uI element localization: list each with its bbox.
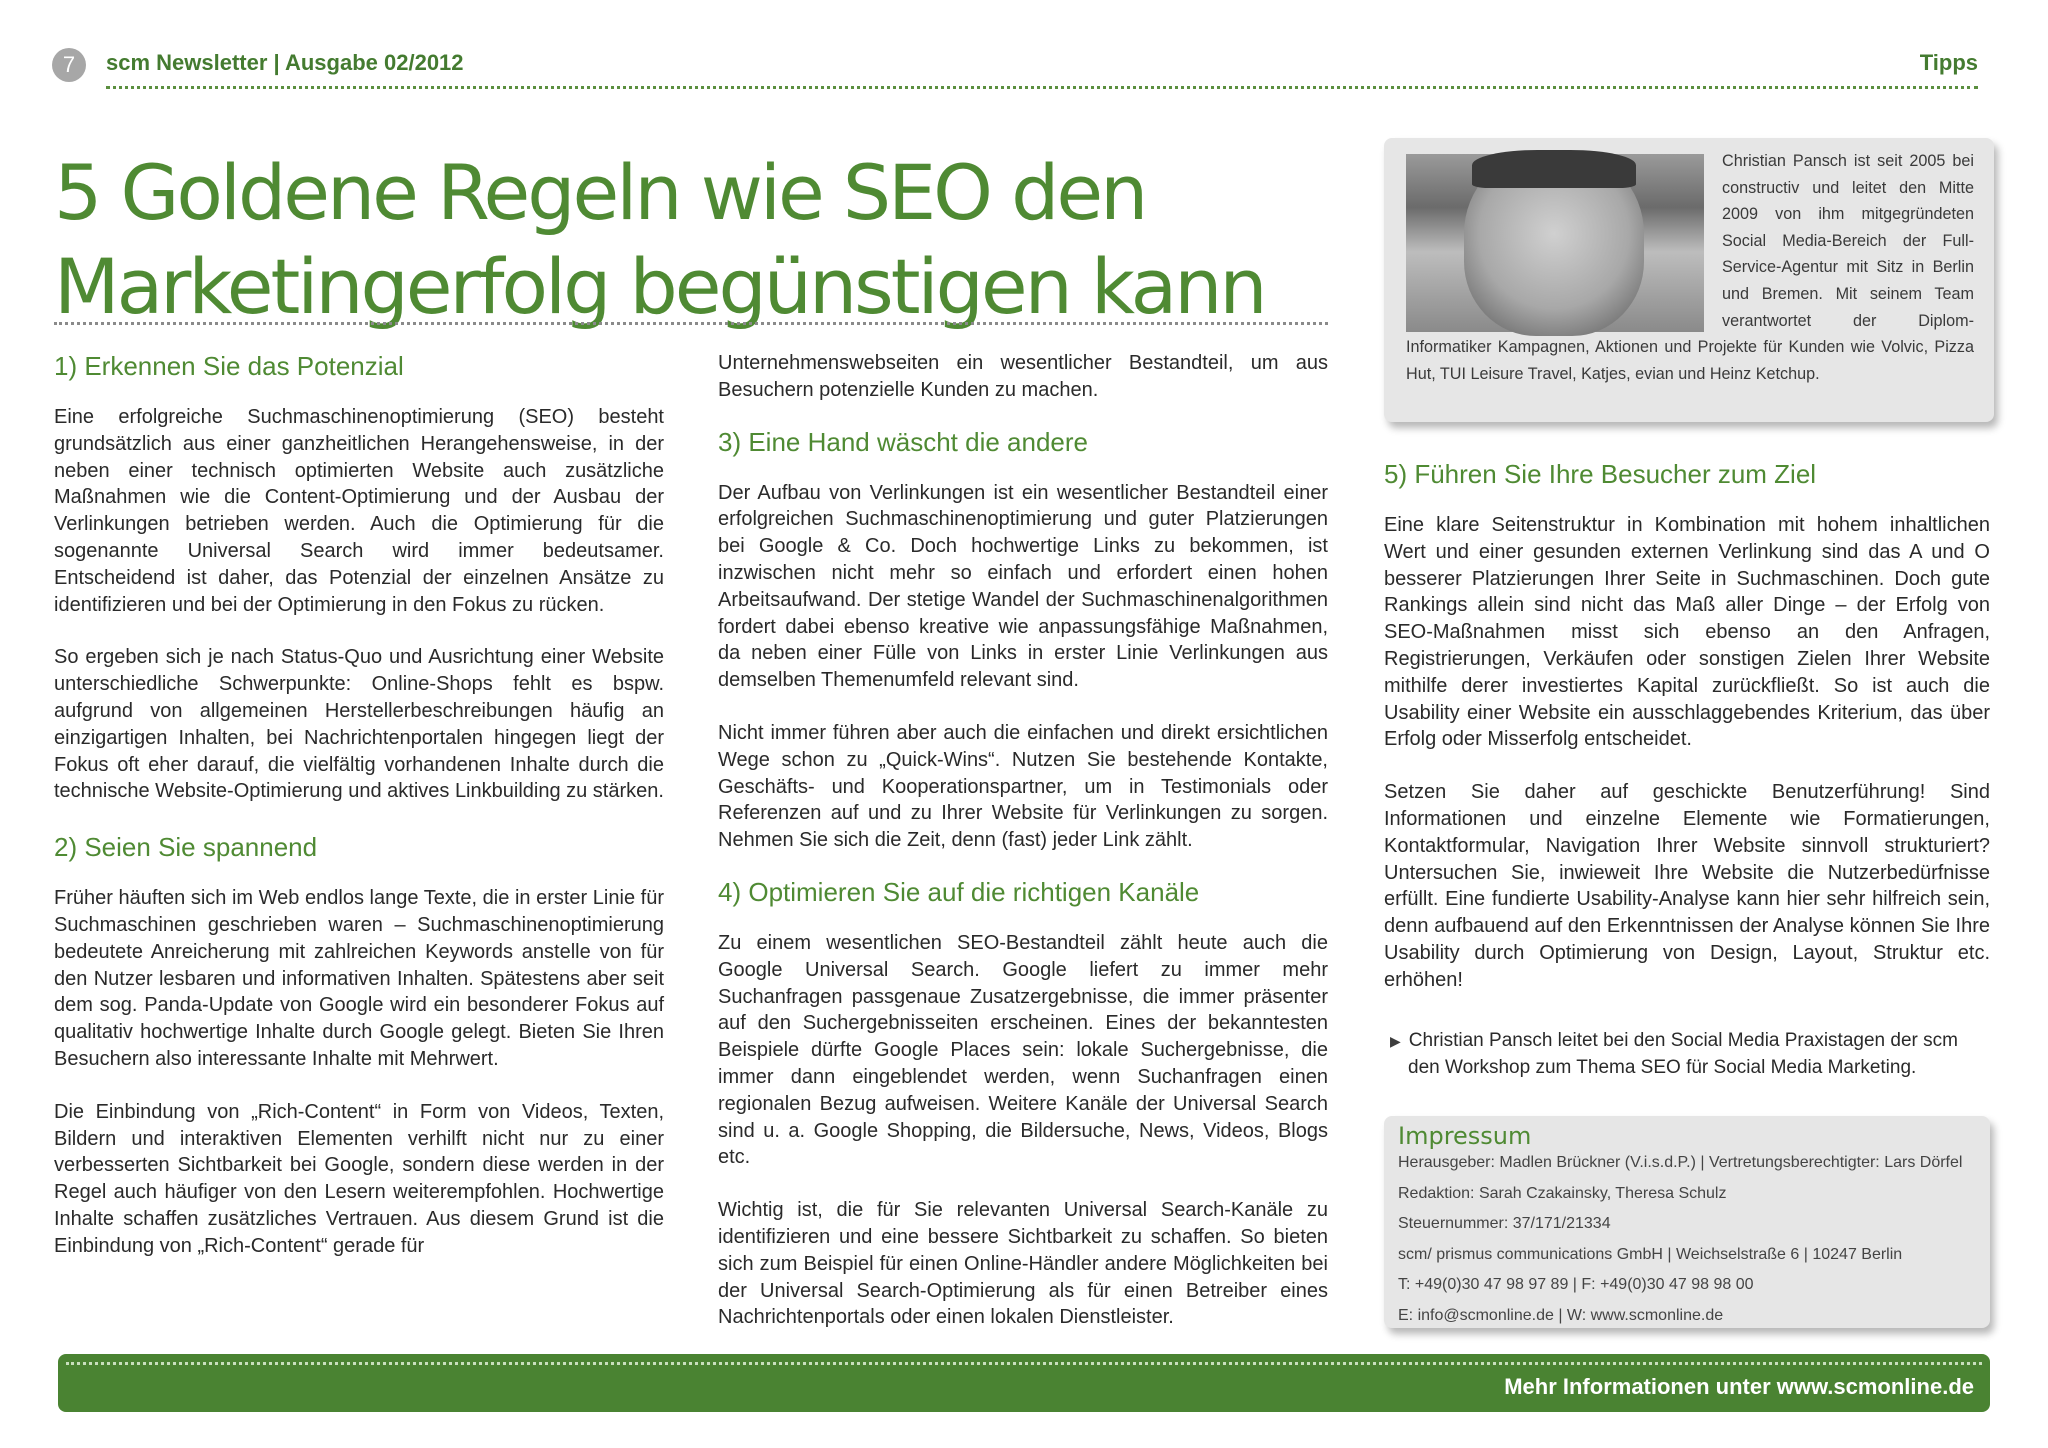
paragraph: Die Einbindung von „Rich-Content“ in Form von Videos, Texten, Bildern und interaktiven Elementen verhilft nicht nur zu einer verbesserten Sichtbarkeit bei Google, sondern diese werden in der Regel auch häufiger von den Lesern weiterempfohlen. Hochwertige Inhalte schaffen zusätzliches Vertrauen. Aus diesem Grund ist die Einbindung von „Rich-Content“ gerade für [54, 1100, 664, 1257]
column-1 [54, 350, 664, 1286]
author-photo [1406, 154, 1704, 332]
impressum-phone-fax: T: +49(0)30 47 98 97 89 | F: +49(0)30 47 98 98 00 [1398, 1276, 1754, 1294]
section-heading-5: 5) Führen Sie Ihre Besucher zum Ziel [1384, 459, 1817, 489]
footer-bar [58, 1354, 1990, 1412]
author-bio-text: Christian Pansch ist seit 2005 bei constructiv und leitet den Mitte 2009 von ihm mitgegründeten Social Media-Bereich der Full-Service-Agentur mit Sitz in Berlin und Bremen. Mit seinem Team verantwortet der Diplom-Informatiker Kampagnen, Aktionen und Projekte für Kunden wie Volvic, Pizza Hut, TUI Leisure Travel, Katjes, evian und Heinz Ketchup. [1406, 152, 1974, 383]
page-number-badge: 7 [52, 48, 86, 82]
paragraph: Wichtig ist, die für Sie relevanten Universal Search-Kanäle zu identifizieren und eine bessere Sichtbarkeit zu schaffen. So bieten sich zum Beispiel für einen Online-Händler andere Möglichkeiten bei der Universal Search-Optimierung als für einen Betreiber eines Nachrichtenportals oder einen lokalen Dienstleister. [718, 1199, 1328, 1329]
author-hair [1472, 150, 1636, 188]
column-2 [718, 350, 1328, 1357]
author-bio-box [1384, 138, 1994, 422]
workshop-note [1390, 1028, 1990, 1082]
paragraph: Setzen Sie daher auf geschickte Benutzerführung! Sind Informationen und einzelne Elemente wie Formatierungen, Kontaktformular, Navigation Ihrer Website sinnvoll strukturiert? Untersuchen Sie, inwieweit Ihre Website die Nutzerbedürfnisse erfüllt. Eine fundierte Usability-Analyse kann hier sehr hilfreich sein, denn aufbauend auf den Erkenntnissen der Analyse können Sie Ihre Usability durch Optimierung von Design, Layout, Struktur etc. erhöhen! [1384, 781, 1990, 991]
workshop-note-line-2: den Workshop zum Thema SEO für Social Media Marketing. [1408, 1056, 1917, 1078]
paragraph: Unternehmenswebseiten ein wesentlicher Bestandteil, um aus Besuchern potenzielle Kunden zu machen. [718, 352, 1328, 401]
headline-line-2: Marketingerfolg begünstigen kann [54, 242, 1265, 331]
paragraph: Der Aufbau von Verlinkungen ist ein wesentlicher Bestandteil einer erfolgreichen Suchmaschinenoptimierung und guter Platzierungen bei Google & Co. Doch hochwertige Links zu bekommen, ist inzwischen nicht mehr so einfach und erfordert einen hohen Arbeitsaufwand. Der stetige Wandel der Suchmaschinenalgorithmen fordert dabei ebenso kreative wie anpassungsfähige Maßnahmen, da neben einer Fülle von Links in erster Linie Verlinkungen aus demselben Themenumfeld relevant sind. [718, 481, 1328, 692]
section-heading-2: 2) Seien Sie spannend [54, 832, 318, 863]
impressum-address: scm/ prismus communications GmbH | Weichselstraße 6 | 10247 Berlin [1398, 1245, 1903, 1263]
impressum-lines [1398, 1148, 1962, 1332]
paragraph: Früher häuften sich im Web endlos lange Texte, die in erster Linie für Suchmaschinen geschrieben waren – Suchmaschinenoptimierung bedeutete Anreicherung mit zahlreichen Keywords anstelle von für den Nutzer lesbaren und informativen Inhalten. Spätestens aber seit dem sog. Panda-Update von Google wird ein besonderer Fokus auf qualitativ hochwertige Inhalte durch Google gelegt. Bieten Sie Ihren Besuchern also interessante Inhalte mit Mehrwert. [54, 887, 664, 1070]
impressum-title: Impressum [1398, 1122, 1532, 1150]
header-divider [106, 86, 1978, 89]
footer-divider [66, 1362, 1982, 1365]
column-3 [1384, 458, 1990, 1020]
impressum-email-web: E: info@scmonline.de | W: www.scmonline.de [1398, 1306, 1724, 1324]
footer-link[interactable]: Mehr Informationen unter www.scmonline.de [1504, 1374, 1974, 1399]
section-label: Tipps [1919, 50, 1978, 75]
arrow-right-icon: ▶ [1390, 1033, 1401, 1049]
paragraph: Zu einem wesentlichen SEO-Bestandteil zählt heute auch die Google Universal Search. Google liefert zu immer mehr Suchanfragen passgenaue Zusatzergebnisse, die immer präsenter auf den Suchergebnisseiten erscheinen. Eines der bekanntesten Beispiele dürfte Google Places sein: lokale Suchergebnisse, die immer dann eingeblendet werden, wenn Suchanfragen einen regionalen Bezug aufweisen. Weitere Kanäle der Universal Search sind u. a. Google Shopping, die Bildersuche, News, Videos, Blogs etc. [718, 931, 1328, 1169]
paragraph: Nicht immer führen aber auch die einfachen und direkt ersichtlichen Wege schon zu „Quick-Wins“. Nutzen Sie bestehende Kontakte, Geschäfts- und Kooperationspartner, um in Testimonials oder Referenzen auf und zu Ihrer Website für Verlinkungen zu sorgen. Nehmen Sie sich die Zeit, denn (fast) jeder Link zählt. [718, 721, 1328, 852]
paragraph: So ergeben sich je nach Status-Quo und Ausrichtung einer Website unterschiedliche Schwerpunkte: Online-Shops fehlt es bspw. aufgrund von allgemeinen Herstellerbeschreibungen häufig an einzigartigen Inhalten, bei Nachrichtenportalen hingegen liegt der Fokus oft eher darauf, die vielfältig vorhandenen Inhalte durch die technische Website-Optimierung und aktives Linkbuilding zu stärken. [54, 646, 664, 803]
newsletter-title: scm Newsletter | Ausgabe 02/2012 [106, 50, 464, 75]
impressum-tax-number: Steuernummer: 37/171/21334 [1398, 1215, 1611, 1233]
impressum-publisher: Herausgeber: Madlen Brückner (V.i.s.d.P.) | Vertretungsberechtigter: Lars Dörfel [1398, 1154, 1963, 1171]
impressum-editors: Redaktion: Sarah Czakainsky, Theresa Schulz [1398, 1184, 1727, 1202]
section-heading-4: 4) Optimieren Sie auf die richtigen Kanäle [718, 876, 1200, 907]
impressum-box [1384, 1116, 1990, 1328]
article-headline [54, 146, 1314, 334]
paragraph: Eine klare Seitenstruktur in Kombination mit hohem inhaltlichen Wert und einer gesunden externen Verlinkung sind das A und O besserer Platzierungen Ihrer Seite in Suchmaschinen. Doch gute Rankings allein sind nicht das Maß aller Dinge – der Erfolg von SEO-Maßnahmen misst sich ebenso an den Anfragen, Registrierungen, Verkäufen oder sonstigen Zielen Ihrer Website mithilfe derer investiertes Kapital zurückfließt. So ist auch die Usability einer Website ein ausschlaggebendes Kriterium, das über Erfolg oder Misserfolg entscheidet. [1384, 514, 1990, 751]
page-header [52, 46, 1986, 86]
section-heading-3: 3) Eine Hand wäscht die andere [718, 426, 1089, 457]
headline-divider [54, 322, 1328, 325]
section-heading-1: 1) Erkennen Sie das Potenzial [54, 351, 404, 381]
workshop-note-line-1: Christian Pansch leitet bei den Social Media Praxistagen der scm [1408, 1030, 1958, 1051]
headline-line-1: 5 Goldene Regeln wie SEO den [54, 148, 1146, 237]
paragraph: Eine erfolgreiche Suchmaschinenoptimierung (SEO) besteht grundsätzlich aus einer ganzheitlichen Herangehensweise, in der neben einer technisch optimierten Website auch zusätzliche Maßnahmen wie die Content-Optimierung und der Ausbau der Verlinkungen betrieben werden. Auch die Optimierung für die sogenannte Universal Search wird immer bedeutsamer. Entscheidend ist daher, das Potenzial der einzelnen Ansätze zu identifizieren und bei der Optimierung in den Fokus zu rücken. [54, 406, 664, 616]
